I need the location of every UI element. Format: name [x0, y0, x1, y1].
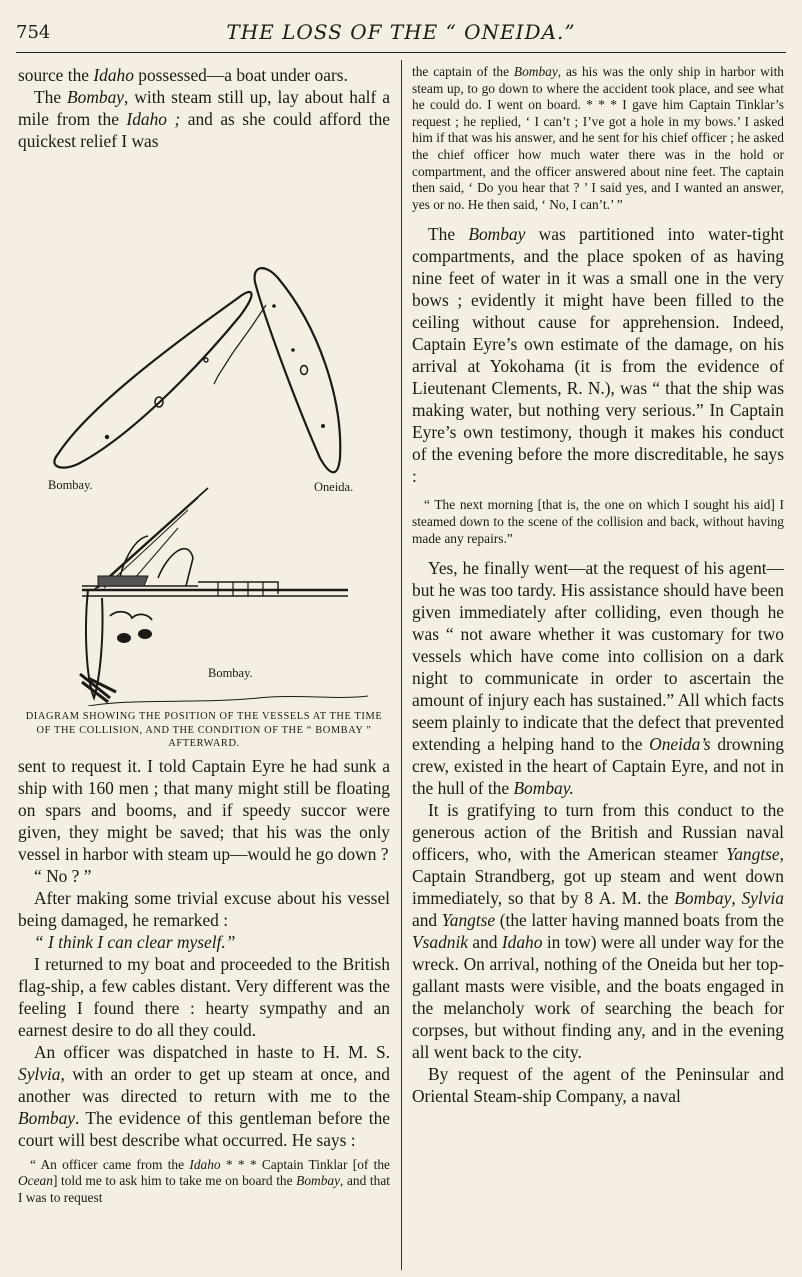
bombay-hull-outline: [54, 292, 251, 468]
collision-diagram: [18, 158, 390, 706]
oneida-porthole: [301, 366, 308, 375]
left-paragraph-2: The Bombay, with steam still up, lay about half a mile from the Idaho ; and as she could afford the quickest relief I was: [18, 87, 390, 151]
quote-1-start: “ An officer came from the Idaho * * * Captain Tinklar [of the Ocean] told me to ask him to take me on board the Bombay, and that I was to request: [18, 1156, 391, 1205]
bombay-mark: [105, 435, 109, 439]
bowsprit: [94, 488, 208, 590]
label-bombay-top: Bombay.: [48, 478, 93, 492]
left-paragraph-3: sent to request it. I told Captain Eyre he had sunk a ship with 160 men ; that many might still be floating on spars and booms, and if speedy succor were given, they might be saved; that his was the only vessel in harbor with steam up—would he go down ?: [18, 755, 390, 864]
hatched-bulwark: [98, 576, 148, 586]
right-paragraph-1: The Bombay was partitioned into water-tight compartments, and the place spoken of as having nine feet of water in it was a small one in the very bows ; evidently it might have been filled to the ceiling without cause for apprehension. Indeed, Captain Eyre’s own estimate of the damage, on his arrival at Yokohama (it is from the evidence of Lieutenant Clements, R. N.), was “ that the ship was making water, but nothing very serious.” In Captain Eyre’s own testimony, though it makes his conduct of the evening before the more discreditable, he says :: [412, 224, 784, 487]
rigging: [98, 498, 198, 588]
right-paragraph-4: By request of the agent of the Peninsular and Oriental Steam-ship Company, a naval: [412, 1064, 784, 1107]
page-header: [16, 18, 786, 48]
waterline: [88, 696, 368, 706]
label-bombay-bottom: Bombay.: [208, 666, 253, 680]
header-rule: [16, 52, 786, 53]
bombay-mark: [204, 358, 208, 362]
figure-caption: DIAGRAM SHOWING THE POSITION OF THE VESSELS AT THE TIME OF THE COLLISION, AND THE CONDITION OF THE “ BOMBAY ” AFTERWARD.: [25, 711, 383, 749]
right-paragraph-3: It is gratifying to turn from this conduct to the generous action of the British and Russian naval officers, who, with the American steamer Yangtse, Captain Strandberg, got up steam and went down immediately, so that by 8 A. M. the Bombay, Sylvia and Yangtse (the latter having manned boats from the Vsadnik and Idaho in tow) were all under way for the wreck. On arrival, nothing of the Oneida but her top-gallant masts were visible, and the boats engaged in the melancholy work of searching the beach for corpses, but without finding any, and in the evening all went back to the city.: [412, 800, 785, 1063]
right-paragraph-2: Yes, he finally went—at the request of his agent—but he was too tardy. His assistance should have been given immediately after colliding, even though he was “ not aware whether it was customary for two vessels which have come into collision on a dark night to communicate in order to ascertain the amount of injury each has sustained.” All which facts seem plainly to indicate that the defect that prevented extending a helping hand to the Oneida’s drowning crew, existed in the heart of Captain Eyre, and not in the hull of the Bombay.: [412, 558, 784, 799]
right-column: [412, 64, 784, 1107]
davit: [158, 549, 193, 586]
left-paragraph-4: “ No ? ”: [34, 865, 92, 886]
running-title: THE LOSS OF THE “ ONEIDA.”: [226, 20, 576, 44]
left-column: [18, 64, 390, 1206]
left-paragraph-5: After making some trivial excuse about his vessel being damaged, he remarked :: [18, 887, 390, 930]
page-number: 754: [16, 22, 51, 43]
oneida-mark: [321, 424, 325, 428]
column-divider: [401, 60, 402, 1270]
oneida-mark: [272, 304, 276, 308]
quote-1-continued: the captain of the Bombay, as his was the only ship in harbor with steam up, to go down to where the accident took place, and see what he could do. I went on board. * * * I gave him Captain Tinklar’s request ; he replied, ‘ I can’t ; I’ve got a hole in my bows.’ I asked him if that was his answer, and he sent for his chief officer ; he asked the chief officer how much water there was in the hold or compartment, and the officer answered about nine feet. The captain then said, ‘ Do you hear that ? ’ I said yes, and I wanted an answer, yes or no. He then said, ‘ No, I can’t.’ ”: [412, 64, 784, 212]
oneida-hull-outline: [255, 268, 341, 472]
left-paragraph-7: I returned to my boat and proceeded to the British flag-ship, a few cables distant. Very different was the feeling I found there : hearty sympathy and an earnest desire to do all they could.: [18, 953, 390, 1040]
quote-2: “ The next morning [that is, the one on which I sought his aid] I steamed down to the scene of the collision and back, without having made any repairs.”: [412, 497, 784, 546]
hawse-hole: [138, 629, 152, 639]
diagram-illustration: [18, 158, 390, 706]
figurehead-scroll: [110, 612, 152, 620]
left-paragraph-6: “ I think I can clear myself.”: [34, 931, 236, 952]
left-quote: [18, 1157, 390, 1207]
left-paragraph-8: An officer was dispatched in haste to H. M. S. Sylvia, with an order to get up steam at once, and another was directed to return with me to the Bombay. The evidence of this gentleman before the court will best describe what occurred. He says :: [18, 1041, 390, 1150]
hawse-hole: [117, 633, 131, 643]
left-paragraph-1: source the Idaho possessed—a boat under oars.: [18, 65, 348, 85]
right-quote: [412, 497, 784, 547]
label-oneida: Oneida.: [314, 480, 354, 494]
oneida-mark: [291, 348, 295, 352]
